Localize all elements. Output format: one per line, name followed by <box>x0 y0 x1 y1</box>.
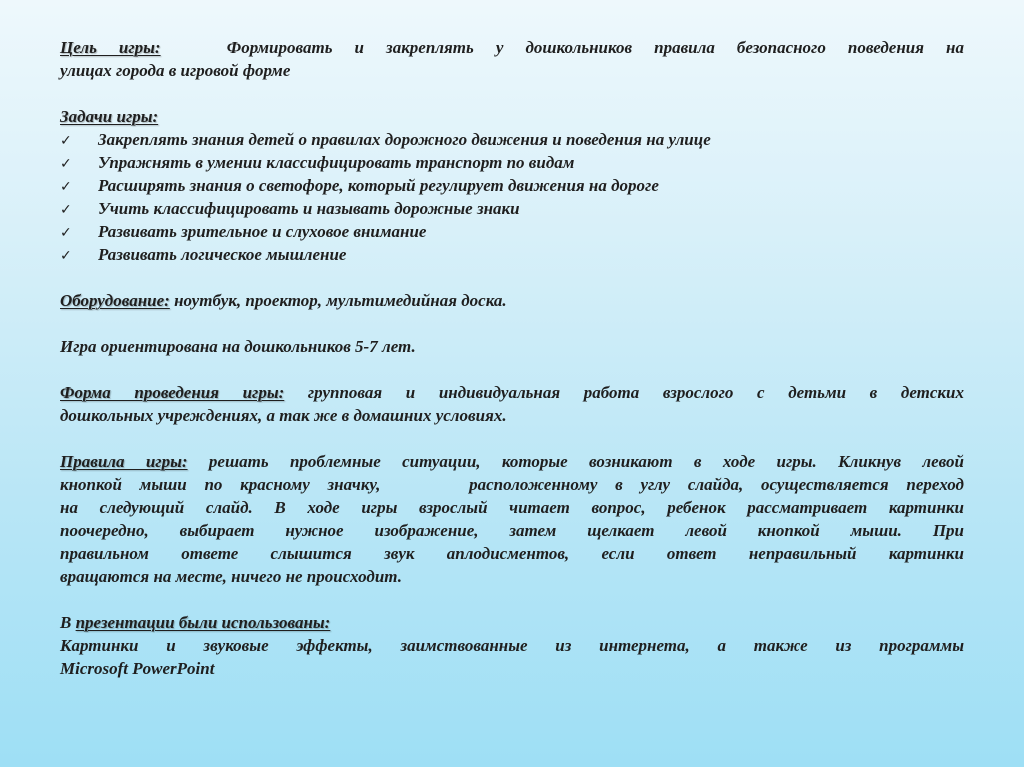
sources-heading <box>60 611 964 634</box>
form-line-2: дошкольных учреждениях, а так же в домашних условиях. <box>60 406 507 425</box>
rules-paragraph <box>60 450 964 588</box>
rules-line-6: вращаются на месте, ничего не происходит. <box>60 567 402 586</box>
check-icon: ✓ <box>60 225 72 241</box>
check-icon: ✓ <box>60 248 72 264</box>
list-item <box>60 243 964 266</box>
equipment-label: Оборудование: <box>60 291 170 310</box>
list-item <box>60 151 964 174</box>
goal-line-1 <box>60 36 964 59</box>
list-item <box>60 197 964 220</box>
sources-line-2: Microsoft PowerPoint <box>60 659 215 678</box>
list-item <box>60 128 964 151</box>
rules-line-2: кнопкой мыши по красному значку, расположенному в углу слайда, осуществляется переход <box>60 475 964 494</box>
rules-line-4: поочередно, выбирает нужное изображение, затем щелкает левой кнопкой мыши. При <box>60 521 964 540</box>
rules-line-1 <box>60 450 964 473</box>
check-icon: ✓ <box>60 202 72 218</box>
equipment-text: ноутбук, проектор, мультимедийная доска. <box>169 291 507 310</box>
rules-line-5: правильном ответе слышится звук аплодисментов, если ответ неправильный картинки <box>60 544 964 563</box>
form-line-1 <box>60 381 964 404</box>
rules-line-3: на следующий слайд. В ходе игры взрослый читает вопрос, ребенок рассматривает картинки <box>60 498 964 517</box>
form-text: групповая и индивидуальная работа взрослого с детьми в детских <box>284 383 964 402</box>
goal-label: Цель игры: <box>60 38 161 57</box>
form-paragraph <box>60 381 964 427</box>
list-item <box>60 220 964 243</box>
task-text: Расширять знания о светофоре, который регулирует движения на дороге <box>98 176 659 195</box>
rules-label: Правила игры: <box>60 452 188 471</box>
list-item <box>60 174 964 197</box>
sources-prefix: В <box>60 613 76 632</box>
form-label: Форма проведения игры: <box>60 383 285 402</box>
check-icon: ✓ <box>60 156 72 172</box>
task-text: Учить классифицировать и называть дорожные знаки <box>98 199 520 218</box>
tasks-heading <box>60 105 964 128</box>
audience-text: Игра ориентирована на дошкольников 5-7 лет. <box>60 337 416 356</box>
goal-paragraph <box>60 36 964 82</box>
check-icon: ✓ <box>60 179 72 195</box>
audience-paragraph <box>60 335 964 358</box>
sources-line-1: Картинки и звуковые эффекты, заимствованные из интернета, а также из программы <box>60 636 964 655</box>
goal-line-2: улицах города в игровой форме <box>60 61 291 80</box>
task-text: Развивать зрительное и слуховое внимание <box>98 222 427 241</box>
slide-content <box>60 36 964 680</box>
equipment-paragraph <box>60 289 964 312</box>
check-icon: ✓ <box>60 133 72 149</box>
sources-label: презентации были использованы: <box>75 613 331 632</box>
goal-text: Формировать и закреплять у дошкольников правила безопасного поведения на <box>226 38 964 57</box>
sources-paragraph <box>60 611 964 680</box>
task-text: Закреплять знания детей о правилах дорожного движения и поведения на улице <box>98 130 711 149</box>
tasks-list <box>60 128 964 266</box>
tasks-label: Задачи игры: <box>60 107 159 126</box>
task-text: Упражнять в умении классифицировать транспорт по видам <box>98 153 575 172</box>
rules-text: решать проблемные ситуации, которые возникают в ходе игры. Кликнув левой <box>187 452 965 471</box>
tasks-section <box>60 105 964 266</box>
task-text: Развивать логическое мышление <box>98 245 347 264</box>
